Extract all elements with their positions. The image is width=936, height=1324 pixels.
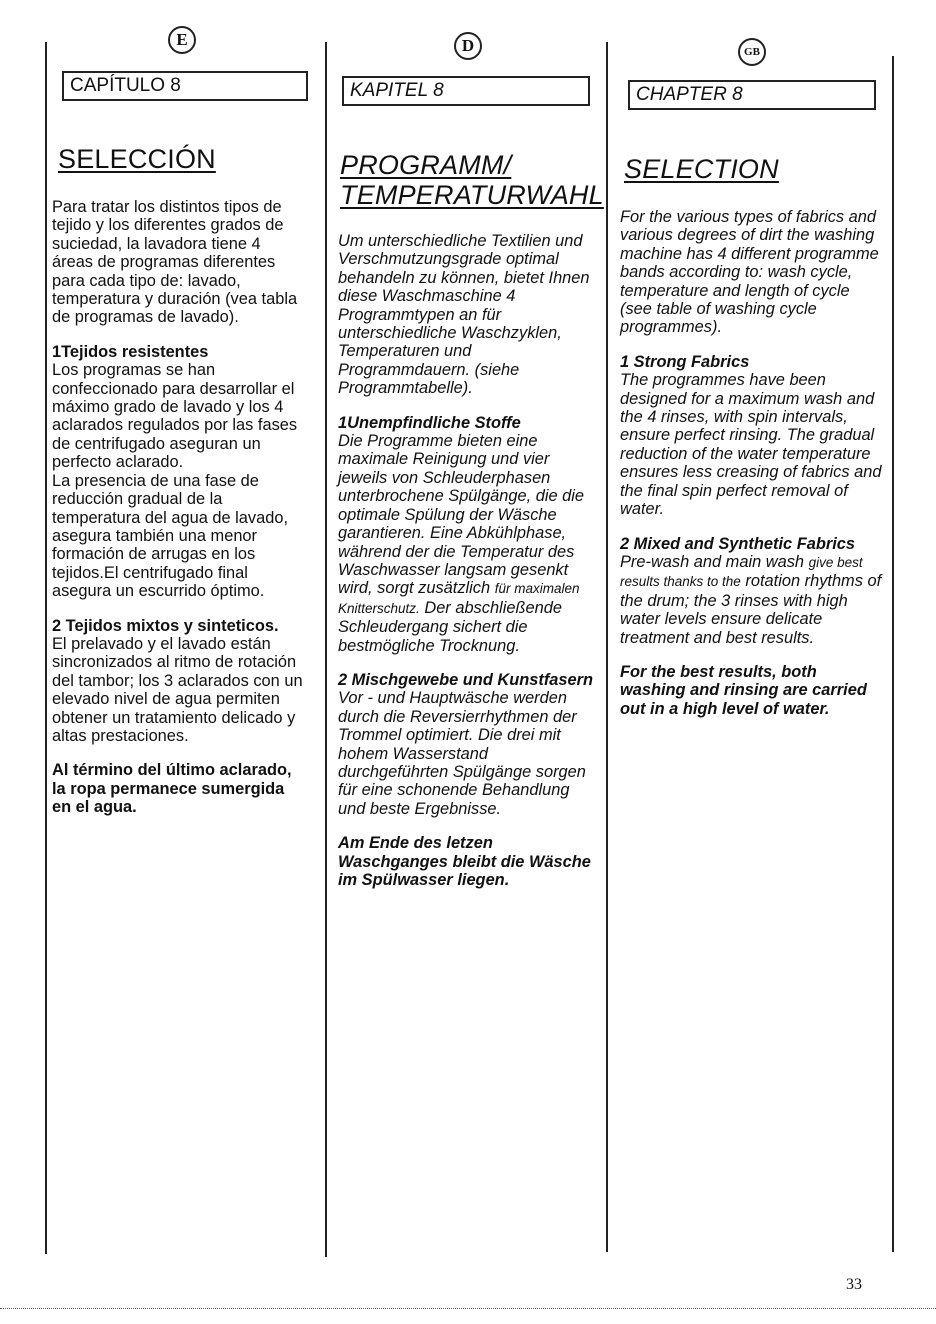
subheading-de-2: 2 Mischgewebe und Kunstfasern	[338, 670, 594, 689]
paragraph-gb-2b: rotation rhythms of the drum; the 3 rinses with high water levels ensure delicate treatment and best results.	[620, 572, 882, 647]
final-note-gb: For the best results, both washing and rinsing are carried out in a high level of water.	[620, 662, 867, 718]
subheading-gb-1: 1 Strong Fabrics	[620, 352, 750, 371]
chapter-heading-gb: CHAPTER 8	[628, 80, 876, 110]
language-badge-gb: GB	[738, 38, 766, 66]
section-title-de-line1: PROGRAMM/	[340, 150, 512, 180]
section-title-de	[340, 150, 604, 210]
paragraph-gb-1: The programmes have been designed for a maximum wash and the 4 rinses, with spin intervals, ensure perfect rinsing. The gradual reduction of the water temperature ensures less creasing of fabrics and the final spin perfect removal of water.	[620, 371, 882, 519]
paragraph-de-2: Vor - und Hauptwäsche werden durch die Reversierrhythmen der Trommel optimiert. Die drei mit hohem Wasserstand durchgeführten Spülgänge sorgen für eine schonende Behandlung und beste Ergebnisse.	[338, 689, 586, 818]
paragraph-de-1a: Die Programme bieten eine maximale Reinigung und vier jeweils von Schleuderphasen unterbrochene Spülgänge, die die optimale Spülung der Wäsche garantieren. Eine Abkühlphase, während der die Temperatur des Waschwasser langsam gesenkt wird, sorgt zusätzlich	[338, 432, 585, 598]
intro-paragraph-gb: For the various types of fabrics and various degrees of dirt the washing machine has 4 different programme bands according to: wash cycle, temperature and length of cycle (see table of washing cycle programmes).	[620, 208, 879, 337]
column-divider	[892, 56, 894, 1252]
column-divider	[45, 42, 47, 1254]
body-text-gb	[620, 208, 882, 734]
intro-paragraph-es: Para tratar los distintos tipos de tejido y los diferentes grados de suciedad, la lavadora tiene 4 áreas de programas diferentes para cada tipo de: lavado, temperatura y duración (vea tabla de programas de lavado).	[52, 198, 298, 327]
paragraph-de-1b: Der abschließende Schleudergang sichert die bestmögliche Trocknung.	[338, 598, 562, 655]
paragraph-es-2: El prelavado y el lavado están sincronizados al ritmo de rotación del tambor; los 3 aclarados con un elevado nivel de agua permiten obtener un tratamiento delicado y altas prestaciones.	[52, 634, 303, 745]
page-number: 33	[846, 1276, 862, 1293]
subheading-es-1: 1Tejidos resistentes	[52, 342, 209, 361]
language-badge-de: D	[454, 32, 482, 60]
paragraph-es-1a: Los programas se han confeccionado para desarrollar el máximo grado de lavado y los 4 aclarados regulados por las fases de centrifugado aseguran un perfecto aclarado.	[52, 361, 298, 472]
paragraph-gb-2	[620, 553, 882, 647]
paragraph-de-1-small: für maximalen Knitterschutz.	[338, 581, 580, 616]
paragraph-gb-2a: Pre-wash and main wash	[620, 552, 805, 571]
subheading-de-1: 1Unempfindliche Stoffe	[338, 413, 521, 432]
section-title-gb: SELECTION	[624, 154, 779, 184]
paragraph-de-1	[338, 432, 594, 655]
body-text-es	[52, 198, 304, 833]
final-note-es: Al término del último aclarado, la ropa permanece sumergida en el agua.	[52, 761, 292, 817]
column-divider	[325, 42, 327, 1257]
subheading-es-2: 2 Tejidos mixtos y sinteticos.	[52, 616, 279, 635]
column-divider	[606, 42, 608, 1252]
final-note-de: Am Ende des letzen Waschganges bleibt die Wäsche im Spülwasser liegen.	[338, 834, 591, 889]
paragraph-gb-2-small: give best results thanks to the	[620, 554, 863, 590]
chapter-heading-de: KAPITEL 8	[342, 76, 590, 106]
section-title-de-line2: TEMPERATURWAHL	[340, 180, 604, 210]
intro-paragraph-de: Um unterschiedliche Textilien und Verschmutzungsgrade optimal behandeln zu können, bietet Ihnen diese Waschmaschine 4 Programmtypen an für unterschiedliche Waschzyklen, Temperaturen und Programmdauern. (siehe Programmtabelle).	[338, 232, 590, 398]
section-title-es: SELECCIÓN	[58, 144, 216, 174]
chapter-heading-es: CAPÍTULO 8	[62, 71, 308, 101]
bottom-rule	[0, 1308, 936, 1309]
language-badge-es: E	[168, 26, 196, 54]
subheading-gb-2: 2 Mixed and Synthetic Fabrics	[620, 534, 855, 553]
paragraph-es-1b: La presencia de una fase de reducción gradual de la temperatura del agua de lavado, asegura también una menor formación de arrugas en los tejidos.El centrifugado final asegura un escurrido óptimo.	[52, 471, 289, 601]
body-text-de	[338, 232, 594, 905]
